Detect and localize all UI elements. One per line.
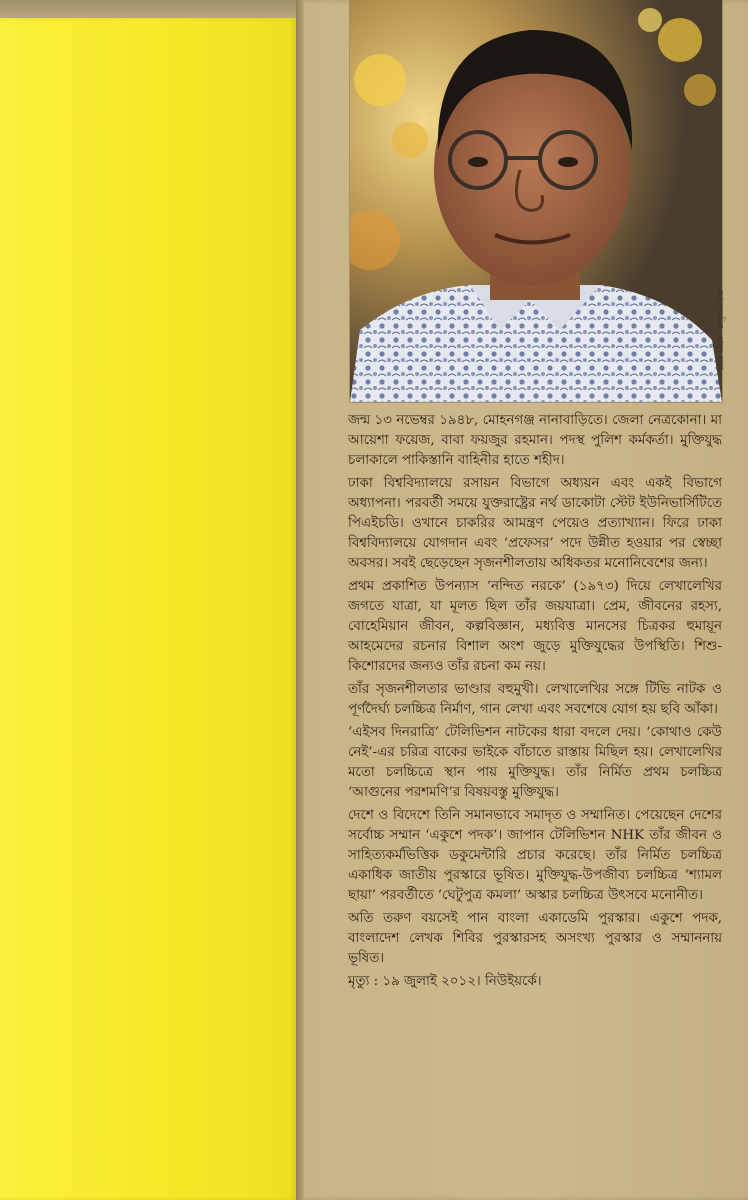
author-photo bbox=[350, 0, 722, 402]
bio-paragraph-creativity: তাঁর সৃজনশীলতার ভাণ্ডার বহুমুখী। লেখালেখির সঙ্গে টিভি নাটক ও পূর্ণদৈর্ঘ্য চলচ্চিত্র নির্মাণ, গান লেখা এবং সবশেষে যোগ হয় ছবি আঁকা। bbox=[348, 682, 722, 717]
bio-paragraph-death: মৃত্যু : ১৯ জুলাই ২০১২। নিউইয়র্কে। bbox=[348, 974, 542, 989]
photo-credit: আলোকচিত্র : মাসুদ রানা bbox=[716, 290, 725, 370]
author-biography bbox=[348, 411, 722, 995]
flap-fold-edge bbox=[296, 0, 304, 1200]
bio-paragraph-first-novel: প্রথম প্রকাশিত উপন্যাস ‘নন্দিত নরকে’ (১৯৭৩) দিয়ে লেখালেখির জগতে যাত্রা, যা মূলত ছিল তাঁর জয়যাত্রা। প্রেম, জীবনের রহস্য, বোহেমিয়ান জীবন, কল্পবিজ্ঞান, মধ্যবিত্ত মানসের চিত্রকর হুমায়ূন আহমেদের রচনার বিশাল অংশ জুড়ে মুক্তিযুদ্ধের উপস্থিতি। শিশু-কিশোরদের জন্যও তাঁর রচনা কম নয়। bbox=[348, 579, 722, 674]
bio-paragraph-honors: দেশে ও বিদেশে তিনি সমানভাবে সমাদৃত ও সম্মানিত। পেয়েছেন দেশের সর্বোচ্চ সম্মান ‘একুশে পদক’। জাপান টেলিভিশন NHK তাঁর জীবন ও সাহিত্যকর্মভিত্তিক ডকুমেন্টারি প্রচার করেছে। তাঁর নির্মিত চলচ্চিত্র একাধিক জাতীয় পুরস্কারে ভূষিত। মুক্তিযুদ্ধ-উপজীব্য চলচ্চিত্র ‘শ্যামল ছায়া’ পরবর্তীতে ‘ঘেটুপুত্র কমলা’ অস্কার চলচ্চিত্র উৎসবে মনোনীত। bbox=[348, 808, 722, 903]
bio-paragraph-education: ঢাকা বিশ্ববিদ্যালয়ে রসায়ন বিভাগে অধ্যয়ন এবং একই বিভাগে অধ্যাপনা। পরবর্তী সময়ে যুক্তরাষ্ট্রের নর্থ ডাকোটা স্টেট ইউনিভার্সিটিতে পিএইচডি। ওখানে চাকরির আমন্ত্রণ পেয়েও প্রত্যাখ্যান। ফিরে ঢাকা বিশ্ববিদ্যালয়ে যোগদান এবং ‘প্রফেসর’ পদে উন্নীত হওয়ার পর স্বেচ্ছা অবসর। সবই ছেড়েছেন সৃজনশীলতায় অধিকতর মনোনিবেশের জন্য। bbox=[348, 476, 722, 571]
bio-paragraph-birth: জন্ম ১৩ নভেম্বর ১৯৪৮, মোহনগঞ্জ নানাবাড়িতে। জেলা নেত্রকোনা। মা আয়েশা ফয়েজ, বাবা ফয়জুর রহমান। পদস্থ পুলিশ কর্মকর্তা। মুক্তিযুদ্ধ চলাকালে পাকিস্তানি বাহিনীর হাতে শহীদ। bbox=[348, 413, 722, 468]
yellow-cover-panel bbox=[0, 18, 296, 1200]
bio-paragraph-awards: অতি তরুণ বয়সেই পান বাংলা একাডেমি পুরস্কার। একুশে পদক, বাংলাদেশ লেখক শিবির পুরস্কারসহ অসংখ্য পুরস্কার ও সম্মাননায় ভূষিত। bbox=[348, 911, 722, 966]
top-edge-strip bbox=[0, 0, 304, 18]
bio-paragraph-drama-film: ‘এইসব দিনরাত্রি’ টেলিভিশন নাটকের ধারা বদলে দেয়। ‘কোথাও কেউ নেই’-এর চরিত্র বাকের ভাইকে বাঁচাতে রাস্তায় মিছিল হয়। লেখালেখির মতো চলচ্চিত্রে স্থান পায় মুক্তিযুদ্ধ। তাঁর নির্মিত প্রথম চলচ্চিত্র ‘আগুনের পরশমণি’র বিষয়বস্তু মুক্তিযুদ্ধ। bbox=[348, 725, 722, 800]
